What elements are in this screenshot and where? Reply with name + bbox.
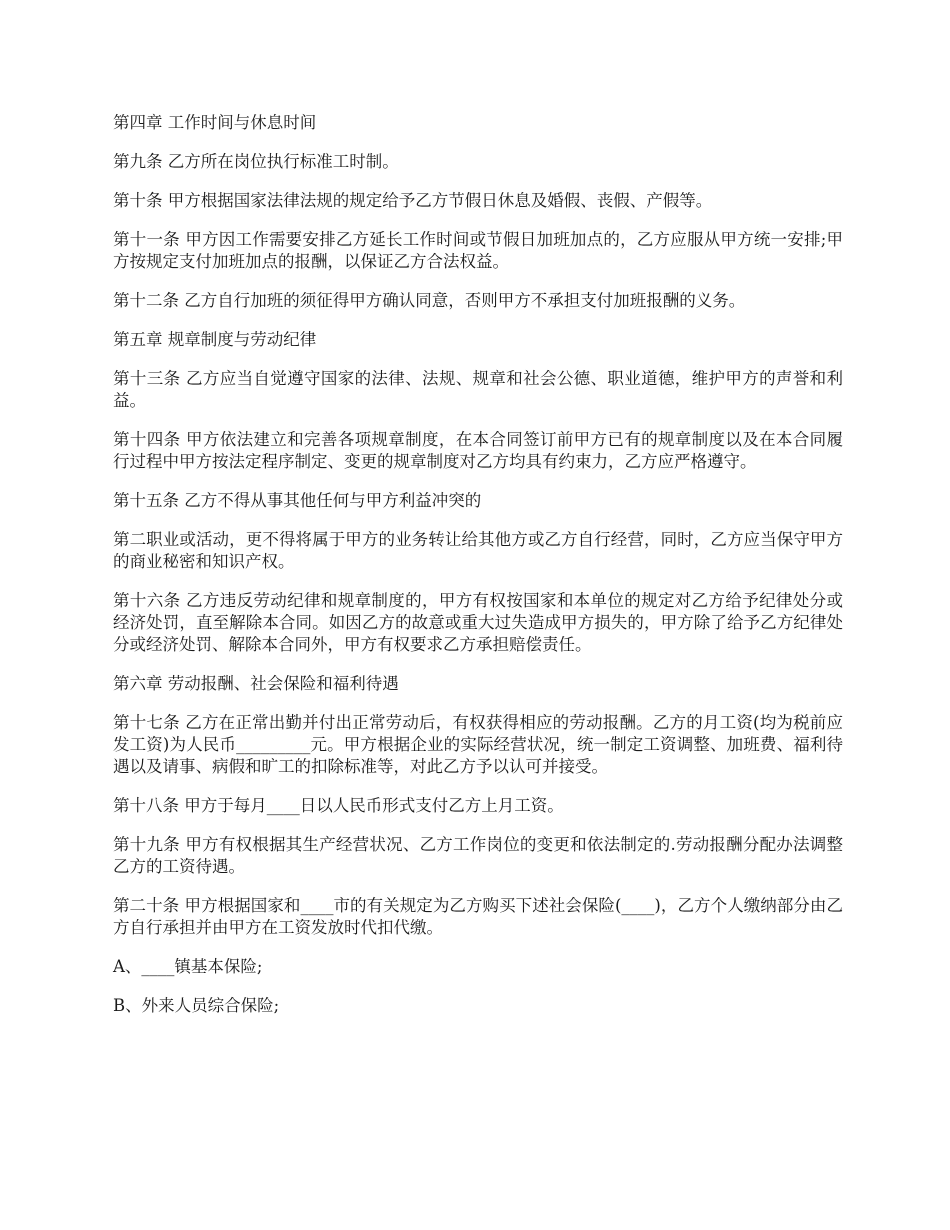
article-20: 第二十条 甲方根据国家和____市的有关规定为乙方购买下述社会保险(____)，乙方个人缴纳部分由乙方自行承担并由甲方在工资发放时代扣代缴。 <box>113 896 843 937</box>
chapter-heading-4: 第四章 工作时间与休息时间 <box>113 113 317 132</box>
article-18: 第十八条 甲方于每月____日以人民币形式支付乙方上月工资。 <box>113 796 564 815</box>
document-body <box>113 112 843 1034</box>
article-15-continued: 第二职业或活动，更不得将属于甲方的业务转让给其他方或乙方自行经营，同时，乙方应当保守甲方的商业秘密和知识产权。 <box>113 530 843 571</box>
chapter-heading-6: 第六章 劳动报酬、社会保险和福利待遇 <box>113 674 399 693</box>
article-11: 第十一条 甲方因工作需要安排乙方延长工作时间或节假日加班加点的，乙方应服从甲方统一安排;甲方按规定支付加班加点的报酬，以保证乙方合法权益。 <box>113 230 843 271</box>
article-9: 第九条 乙方所在岗位执行标准工时制。 <box>113 152 399 171</box>
chapter-heading-5: 第五章 规章制度与劳动纪律 <box>113 330 317 349</box>
article-12: 第十二条 乙方自行加班的须征得甲方确认同意，否则甲方不承担支付加班报酬的义务。 <box>113 291 746 310</box>
article-14: 第十四条 甲方依法建立和完善各项规章制度，在本合同签订前甲方已有的规章制度以及在本合同履行过程中甲方按法定程序制定、变更的规章制度对乙方均具有约束力，乙方应严格遵守。 <box>113 430 843 471</box>
article-16: 第十六条 乙方违反劳动纪律和规章制度的，甲方有权按国家和本单位的规定对乙方给予纪律处分或经济处罚，直至解除本合同。如因乙方的故意或重大过失造成甲方损失的，甲方除了给予乙方纪律处分或经济处罚、解除本合同外，甲方有权要求乙方承担赔偿责任。 <box>113 591 843 654</box>
article-13: 第十三条 乙方应当自觉遵守国家的法律、法规、规章和社会公德、职业道德，维护甲方的声誉和利益。 <box>113 369 843 410</box>
article-15: 第十五条 乙方不得从事其他任何与甲方利益冲突的 <box>113 491 482 510</box>
article-17: 第十七条 乙方在正常出勤并付出正常劳动后，有权获得相应的劳动报酬。乙方的月工资(均为税前应发工资)为人民币_________元。甲方根据企业的实际经营状况，统一制定工资调整、加班费、福利待遇以及请事、病假和旷工的扣除标准等，对此乙方予以认可并接受。 <box>113 713 843 776</box>
article-19: 第十九条 甲方有权根据其生产经营状况、乙方工作岗位的变更和依法制定的.劳动报酬分配办法调整乙方的工资待遇。 <box>113 835 843 876</box>
insurance-item-b: B、外来人员综合保险; <box>113 996 280 1015</box>
article-10: 第十条 甲方根据国家法律法规的规定给予乙方节假日休息及婚假、丧假、产假等。 <box>113 191 713 210</box>
insurance-item-a: A、____镇基本保险; <box>113 957 263 976</box>
